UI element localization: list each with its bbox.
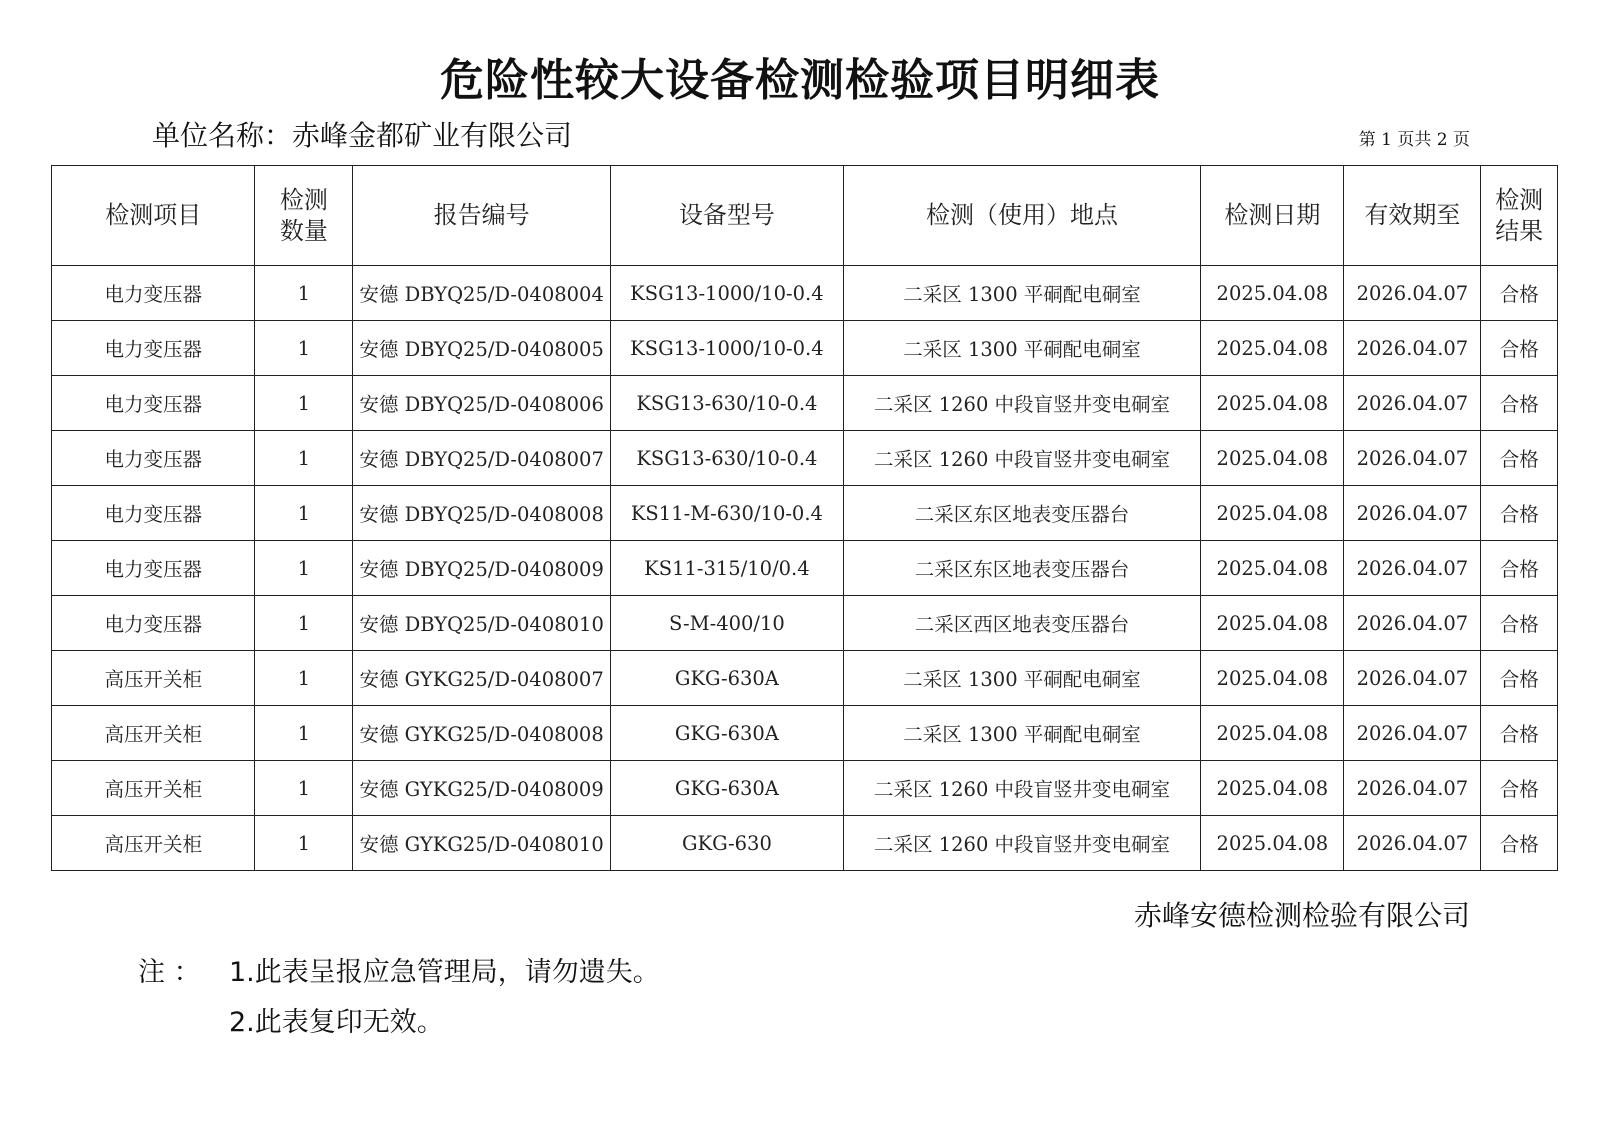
table-cell: 合格: [1481, 486, 1558, 541]
table-cell: 1: [255, 376, 353, 431]
table-cell: 合格: [1481, 541, 1558, 596]
table-cell: KSG13-630/10-0.4: [611, 431, 844, 486]
table-cell: 2026.04.07: [1344, 706, 1481, 761]
table-cell: 2026.04.07: [1344, 486, 1481, 541]
table-cell: 二采区 1300 平硐配电硐室: [843, 706, 1201, 761]
table-cell: 2025.04.08: [1201, 321, 1344, 376]
table-cell: 安德 DBYQ25/D-0408009: [353, 541, 611, 596]
table-cell: 安德 GYKG25/D-0408009: [353, 761, 611, 816]
table-cell: 2026.04.07: [1344, 376, 1481, 431]
header-cell-line: 检测: [279, 185, 328, 214]
table-cell: 合格: [1481, 321, 1558, 376]
table-cell: 高压开关柜: [52, 761, 255, 816]
table-cell: KS11-315/10/0.4: [611, 541, 844, 596]
table-cell: 二采区 1260 中段盲竖井变电硐室: [843, 431, 1201, 486]
table-cell: 高压开关柜: [52, 816, 255, 871]
table-row: [52, 266, 1558, 321]
table-cell: 安德 DBYQ25/D-0408006: [353, 376, 611, 431]
table-cell: 高压开关柜: [52, 706, 255, 761]
table-cell: 2025.04.08: [1201, 651, 1344, 706]
table-row: [52, 321, 1558, 376]
table-cell: KS11-M-630/10-0.4: [611, 486, 844, 541]
inspection-table: [51, 165, 1558, 871]
table-cell: 二采区 1300 平硐配电硐室: [843, 651, 1201, 706]
table-cell: 1: [255, 761, 353, 816]
table-cell: 二采区 1260 中段盲竖井变电硐室: [843, 761, 1201, 816]
table-row: [52, 376, 1558, 431]
table-cell: GKG-630A: [611, 761, 844, 816]
table-cell: 2025.04.08: [1201, 761, 1344, 816]
table-cell: 2026.04.07: [1344, 596, 1481, 651]
table-cell: S-M-400/10: [611, 596, 844, 651]
table-cell: 2025.04.08: [1201, 266, 1344, 321]
table-cell: KSG13-630/10-0.4: [611, 376, 844, 431]
table-cell: 2025.04.08: [1201, 376, 1344, 431]
table-cell: 安德 GYKG25/D-0408007: [353, 651, 611, 706]
table-row: [52, 761, 1558, 816]
table-cell: 2026.04.07: [1344, 651, 1481, 706]
table-cell: 合格: [1481, 761, 1558, 816]
table-cell: 电力变压器: [52, 431, 255, 486]
header-cell: 报告编号: [353, 166, 611, 266]
table-cell: 二采区 1260 中段盲竖井变电硐室: [843, 816, 1201, 871]
table-cell: 2025.04.08: [1201, 816, 1344, 871]
table-cell: 电力变压器: [52, 266, 255, 321]
table-cell: 合格: [1481, 266, 1558, 321]
table-cell: GKG-630A: [611, 651, 844, 706]
table-cell: 1: [255, 541, 353, 596]
table-cell: 2026.04.07: [1344, 816, 1481, 871]
header-cell-line: 结果: [1495, 216, 1544, 245]
table-cell: 合格: [1481, 706, 1558, 761]
table-cell: 1: [255, 321, 353, 376]
table-cell: 2026.04.07: [1344, 541, 1481, 596]
table-row: [52, 541, 1558, 596]
table-cell: 电力变压器: [52, 596, 255, 651]
table-cell: 1: [255, 651, 353, 706]
table-row: [52, 431, 1558, 486]
table-row: [52, 816, 1558, 871]
table-cell: 2025.04.08: [1201, 486, 1344, 541]
table-cell: 安德 GYKG25/D-0408010: [353, 816, 611, 871]
table-cell: 1: [255, 486, 353, 541]
table-cell: 电力变压器: [52, 321, 255, 376]
document-title: 危险性较大设备检测检验项目明细表: [440, 55, 1160, 106]
table-cell: GKG-630A: [611, 706, 844, 761]
table-cell: 2025.04.08: [1201, 706, 1344, 761]
header-cell: 设备型号: [611, 166, 844, 266]
table-cell: 二采区东区地表变压器台: [843, 541, 1201, 596]
note-item: 1.此表呈报应急管理局，请勿遗失。: [229, 957, 660, 988]
header-cell: [1481, 166, 1558, 266]
header-cell: 检测（使用）地点: [843, 166, 1201, 266]
table-cell: 合格: [1481, 596, 1558, 651]
table-cell: 合格: [1481, 431, 1558, 486]
table-cell: KSG13-1000/10-0.4: [611, 266, 844, 321]
table-cell: 二采区西区地表变压器台: [843, 596, 1201, 651]
table-row: [52, 596, 1558, 651]
table-cell: 2026.04.07: [1344, 321, 1481, 376]
table-cell: 二采区 1260 中段盲竖井变电硐室: [843, 376, 1201, 431]
table-cell: 合格: [1481, 816, 1558, 871]
table-row: [52, 706, 1558, 761]
table-cell: 电力变压器: [52, 541, 255, 596]
unit-name: 单位名称：赤峰金都矿业有限公司: [152, 119, 573, 152]
table-cell: 安德 DBYQ25/D-0408010: [353, 596, 611, 651]
note-item: 2.此表复印无效。: [229, 1007, 444, 1038]
table-cell: 二采区东区地表变压器台: [843, 486, 1201, 541]
table-cell: 安德 DBYQ25/D-0408008: [353, 486, 611, 541]
inspection-company: 赤峰安德检测检验有限公司: [1133, 899, 1470, 932]
table-cell: 电力变压器: [52, 376, 255, 431]
table-row: [52, 486, 1558, 541]
table-cell: 安德 DBYQ25/D-0408005: [353, 321, 611, 376]
table-cell: 2025.04.08: [1201, 431, 1344, 486]
header-cell: [255, 166, 353, 266]
table-cell: 2026.04.07: [1344, 431, 1481, 486]
table-cell: 2026.04.07: [1344, 761, 1481, 816]
header-cell: 有效期至: [1344, 166, 1481, 266]
table-row: [52, 651, 1558, 706]
note-label: 注 ：: [138, 957, 201, 988]
header-cell: 检测日期: [1201, 166, 1344, 266]
table-cell: 电力变压器: [52, 486, 255, 541]
table-header-row: [52, 166, 1558, 266]
table-cell: 二采区 1300 平硐配电硐室: [843, 321, 1201, 376]
table-cell: 二采区 1300 平硐配电硐室: [843, 266, 1201, 321]
table-cell: 安德 DBYQ25/D-0408007: [353, 431, 611, 486]
table-cell: KSG13-1000/10-0.4: [611, 321, 844, 376]
table-cell: 1: [255, 816, 353, 871]
header-cell-line: 检测: [1495, 185, 1544, 214]
page-indicator: 第 1 页共 2 页: [1358, 130, 1470, 150]
table-cell: GKG-630: [611, 816, 844, 871]
header-cell-line: 数量: [279, 216, 328, 245]
table-cell: 1: [255, 706, 353, 761]
table-cell: 1: [255, 266, 353, 321]
table-cell: 合格: [1481, 651, 1558, 706]
header-cell: 检测项目: [52, 166, 255, 266]
table-cell: 2025.04.08: [1201, 596, 1344, 651]
table-cell: 1: [255, 596, 353, 651]
table-cell: 高压开关柜: [52, 651, 255, 706]
table-cell: 安德 DBYQ25/D-0408004: [353, 266, 611, 321]
table-cell: 合格: [1481, 376, 1558, 431]
table-cell: 1: [255, 431, 353, 486]
table-cell: 2026.04.07: [1344, 266, 1481, 321]
table-cell: 2025.04.08: [1201, 541, 1344, 596]
table-cell: 安德 GYKG25/D-0408008: [353, 706, 611, 761]
